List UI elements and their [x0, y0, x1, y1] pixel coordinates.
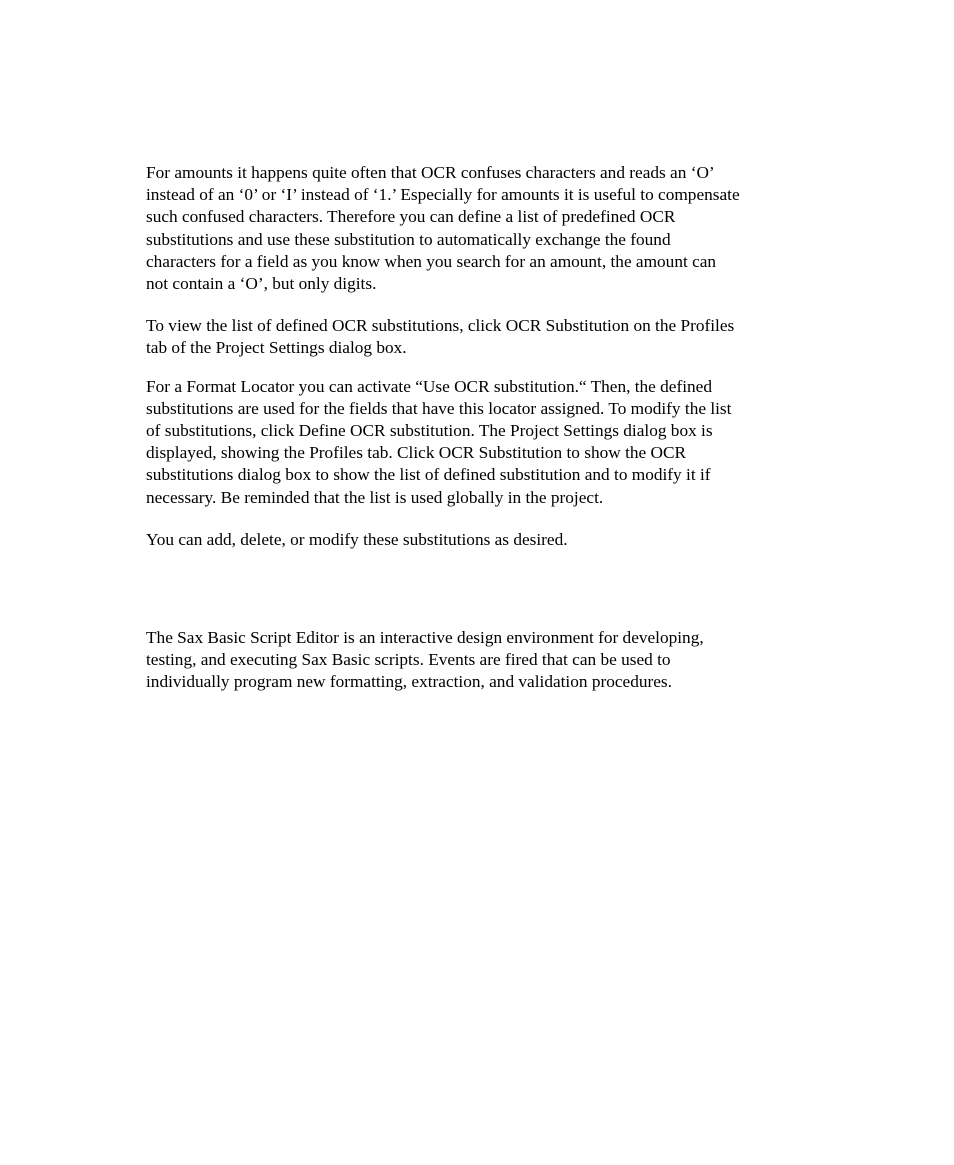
text-line: not contain a ‘O’, but only digits.: [146, 274, 377, 294]
text-line: For a Format Locator you can activate “Use OCR substitution.“ Then, the defined: [146, 376, 712, 396]
text-line: necessary. Be reminded that the list is used globally in the project.: [146, 487, 604, 507]
document-body: [146, 162, 836, 694]
paragraph-sax-basic-editor: [146, 627, 836, 694]
text-line: such confused characters. Therefore you can define a list of predefined OCR: [146, 207, 676, 227]
text-line: To view the list of defined OCR substitutions, click OCR Substitution on the Profiles: [146, 316, 735, 336]
text-line: of substitutions, click Define OCR substitution. The Project Settings dialog box is: [146, 421, 713, 441]
text-line: For amounts it happens quite often that OCR confuses characters and reads an ‘O’: [146, 163, 715, 182]
text-line: substitutions and use these substitution to automatically exchange the found: [146, 229, 671, 249]
text-line: You can add, delete, or modify these substitutions as desired.: [146, 529, 568, 549]
text-line: testing, and executing Sax Basic scripts. Events are fired that can be used to: [146, 650, 671, 670]
paragraph-view-substitutions: [146, 315, 836, 359]
text-line: characters for a field as you know when you search for an amount, the amount can: [146, 251, 717, 271]
paragraph-format-locator: [146, 376, 836, 509]
paragraph-ocr-confusion: [146, 162, 836, 295]
text-line: substitutions are used for the fields that have this locator assigned. To modify the list: [146, 398, 732, 418]
paragraph-modify-substitutions: [146, 529, 836, 551]
text-line: displayed, showing the Profiles tab. Click OCR Substitution to show the OCR: [146, 443, 687, 463]
text-line: individually program new formatting, extraction, and validation procedures.: [146, 672, 672, 692]
text-line: substitutions dialog box to show the list of defined substitution and to modify it if: [146, 465, 711, 485]
text-line: tab of the Project Settings dialog box.: [146, 338, 407, 358]
text-line: The Sax Basic Script Editor is an interactive design environment for developing,: [146, 628, 704, 648]
text-line: instead of an ‘0’ or ‘I’ instead of ‘1.’ Especially for amounts it is useful to compensate: [146, 185, 740, 205]
